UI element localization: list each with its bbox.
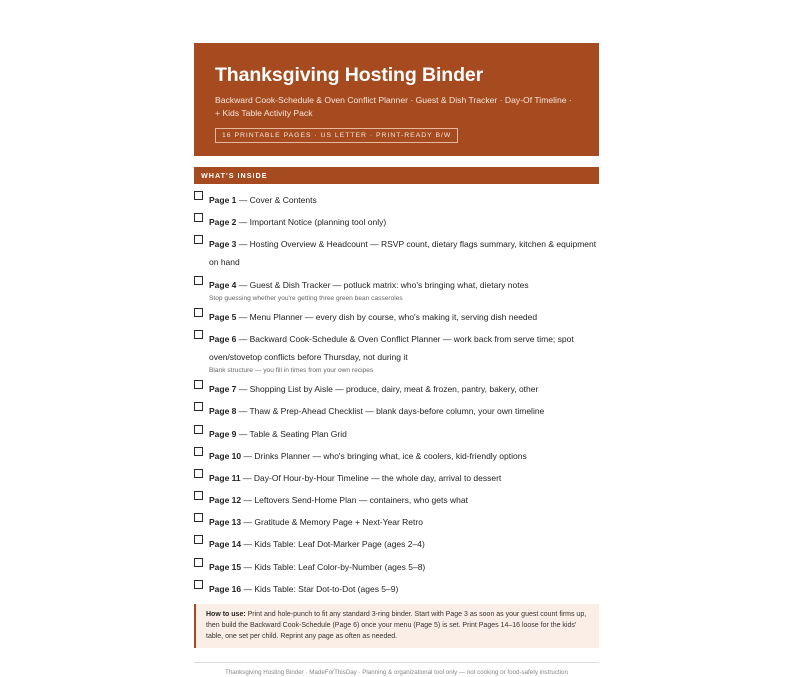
page-title: Thanksgiving Hosting Binder — [215, 64, 484, 86]
contents-item — [194, 234, 599, 270]
checkbox[interactable] — [194, 491, 203, 500]
contents-item — [194, 468, 599, 486]
contents-item-description: Cover & Contents — [249, 195, 317, 205]
contents-item — [194, 401, 599, 419]
contents-item-description: Thaw & Prep-Ahead Checklist — blank days-before column, your own timeline — [249, 406, 545, 417]
contents-item — [194, 275, 599, 303]
contents-item-text: Page 7 — Shopping List by Aisle — produce, dairy, meat & frozen, pantry, bakery, other — [209, 384, 539, 395]
contents-item — [194, 512, 599, 530]
contents-item-text: Page 10 — Drinks Planner — who's bringing what, ice & coolers, kid-friendly options — [209, 450, 527, 461]
contents-item-text: Page 6 — Backward Cook-Schedule & Oven Conflict Planner — work back from serve time; spot oven/stovetop conflicts before Thursday, not during it — [209, 333, 574, 362]
contents-item-description: Day-Of Hour-by-Hour Timeline — the whole day, arrival to dessert — [253, 472, 502, 483]
contents-item-description: Drinks Planner — who's bringing what, ice & coolers, kid-friendly options — [254, 450, 527, 461]
how-to-use-label: How to use: — [206, 610, 246, 618]
contents-item-page: Page 6 — [209, 333, 237, 344]
contents-item — [194, 534, 599, 552]
contents-item-page: Page 4 — [209, 279, 237, 290]
contents-item-text: Page 4 — Guest & Dish Tracker — potluck matrix: who's bringing what, dietary notes — [209, 279, 529, 290]
contents-item-description: Kids Table: Star Dot-to-Dot (ages 5–9) — [254, 583, 399, 594]
contents-item-page: Page 7 — [209, 384, 237, 395]
contents-item — [194, 379, 599, 397]
contents-item-page: Page 16 — [209, 583, 242, 594]
contents-item-text: Page 12 — Leftovers Send-Home Plan — containers, who gets what — [209, 495, 468, 506]
contents-item — [194, 212, 599, 230]
contents-item-text: Page 1 — Cover & Contents — [209, 195, 317, 205]
contents-item-text: Page 11 — Day-Of Hour-by-Hour Timeline — the whole day, arrival to dessert — [209, 472, 502, 483]
contents-item-page: Page 1 — [209, 195, 237, 205]
contents-item-description: Table & Seating Plan Grid — [249, 428, 347, 439]
header-banner — [194, 43, 599, 156]
checkbox[interactable] — [194, 580, 203, 589]
checkbox[interactable] — [194, 469, 203, 478]
contents-item-description: Kids Table: Leaf Dot-Marker Page (ages 2–4) — [254, 539, 425, 550]
contents-item-text: Page 8 — Thaw & Prep-Ahead Checklist — blank days-before column, your own timeline — [209, 406, 545, 417]
contents-item — [194, 307, 599, 325]
contents-item-description: Hosting Overview & Headcount — RSVP count, dietary flags summary, kitchen & equipment on hand — [209, 239, 597, 268]
contents-item-description: Guest & Dish Tracker — potluck matrix: who's bringing what, dietary notes — [249, 279, 529, 290]
checkbox[interactable] — [194, 330, 203, 339]
checkbox[interactable] — [194, 535, 203, 544]
contents-item-description: Backward Cook-Schedule & Oven Conflict Planner — work back from serve time; spot oven/stovetop conflicts before Thursday, not during it — [209, 333, 574, 362]
section-heading-whats-inside: WHAT'S INSIDE — [194, 167, 599, 184]
contents-item-page: Page 8 — [209, 406, 237, 417]
checkbox[interactable] — [194, 380, 203, 389]
contents-item-text: Page 2 — Important Notice (planning tool only) — [209, 217, 387, 228]
contents-item-description: Menu Planner — every dish by course, who's making it, serving dish needed — [249, 311, 538, 322]
contents-item-page: Page 9 — [209, 428, 237, 439]
contents-item-text: Page 14 — Kids Table: Leaf Dot-Marker Page (ages 2–4) — [209, 539, 425, 550]
checkbox[interactable] — [194, 213, 203, 222]
page-subtitle: Backward Cook-Schedule & Oven Conflict Planner · Guest & Dish Tracker · Day-Of Timeline · + Kids Table Activity Pack — [215, 95, 572, 118]
contents-item-text: Page 5 — Menu Planner — every dish by course, who's making it, serving dish needed — [209, 311, 538, 322]
contents-item — [194, 329, 599, 375]
contents-item-description: Kids Table: Leaf Color-by-Number (ages 5–8) — [254, 561, 426, 572]
contents-item-description: Leftovers Send-Home Plan — containers, who gets what — [254, 495, 468, 506]
contents-item-page: Page 5 — [209, 311, 237, 322]
contents-item — [194, 190, 599, 208]
contents-item-text: Page 3 — Hosting Overview & Headcount — RSVP count, dietary flags summary, kitchen & equipment on hand — [209, 239, 597, 268]
contents-item-text: Page 13 — Gratitude & Memory Page + Next-Year Retro — [209, 517, 423, 528]
contents-item-page: Page 10 — [209, 450, 242, 461]
binder-page — [194, 43, 599, 677]
checkbox[interactable] — [194, 425, 203, 434]
contents-item-description: Shopping List by Aisle — produce, dairy, meat & frozen, pantry, bakery, other — [249, 384, 539, 395]
how-to-use-callout — [194, 604, 599, 649]
contents-item-text: Page 15 — Kids Table: Leaf Color-by-Number (ages 5–8) — [209, 561, 426, 572]
contents-item-page: Page 2 — [209, 217, 237, 228]
contents-item-note: Stop guessing whether you're getting three green bean casseroles — [209, 294, 403, 302]
contents-item-description: Important Notice (planning tool only) — [249, 217, 387, 228]
contents-item-description: Gratitude & Memory Page + Next-Year Retro — [254, 517, 423, 528]
contents-list — [194, 190, 599, 597]
contents-item-page: Page 13 — [209, 517, 242, 528]
contents-item-page: Page 12 — [209, 495, 242, 506]
page-footer: Thanksgiving Hosting Binder · MadeForThisDay · Planning & organizational tool only — not cooking or food-safety instruction — [194, 662, 599, 677]
contents-item-page: Page 3 — [209, 239, 237, 250]
contents-item-page: Page 14 — [209, 539, 242, 550]
contents-item — [194, 446, 599, 464]
contents-item — [194, 490, 599, 508]
how-to-use-text: Print and hole-punch to fit any standard 3-ring binder. Start with Page 3 as soon as your guest count firms up, then build the Backward Cook-Schedule (Page 6) once your menu (Page 5) is set. Print Pages 14–16 loose for the kids' table, one set per child. Reprint any page as often as needed. — [206, 610, 587, 641]
contents-item — [194, 557, 599, 575]
contents-item-note: Blank structure — you fill in times from your own recipes — [209, 366, 374, 374]
checkbox[interactable] — [194, 276, 203, 285]
checkbox[interactable] — [194, 447, 203, 456]
checkbox[interactable] — [194, 308, 203, 317]
contents-item-page: Page 15 — [209, 561, 242, 572]
checkbox[interactable] — [194, 235, 203, 244]
checkbox[interactable] — [194, 513, 203, 522]
checkbox[interactable] — [194, 191, 203, 200]
checkbox[interactable] — [194, 558, 203, 567]
contents-item-text: Page 16 — Kids Table: Star Dot-to-Dot (ages 5–9) — [209, 583, 399, 594]
checkbox[interactable] — [194, 402, 203, 411]
contents-item-page: Page 11 — [209, 472, 241, 483]
contents-item-text: Page 9 — Table & Seating Plan Grid — [209, 428, 347, 439]
contents-item — [194, 424, 599, 442]
format-badge: 16 PRINTABLE PAGES · US LETTER · PRINT-READY B/W — [215, 128, 458, 143]
contents-item — [194, 579, 599, 597]
